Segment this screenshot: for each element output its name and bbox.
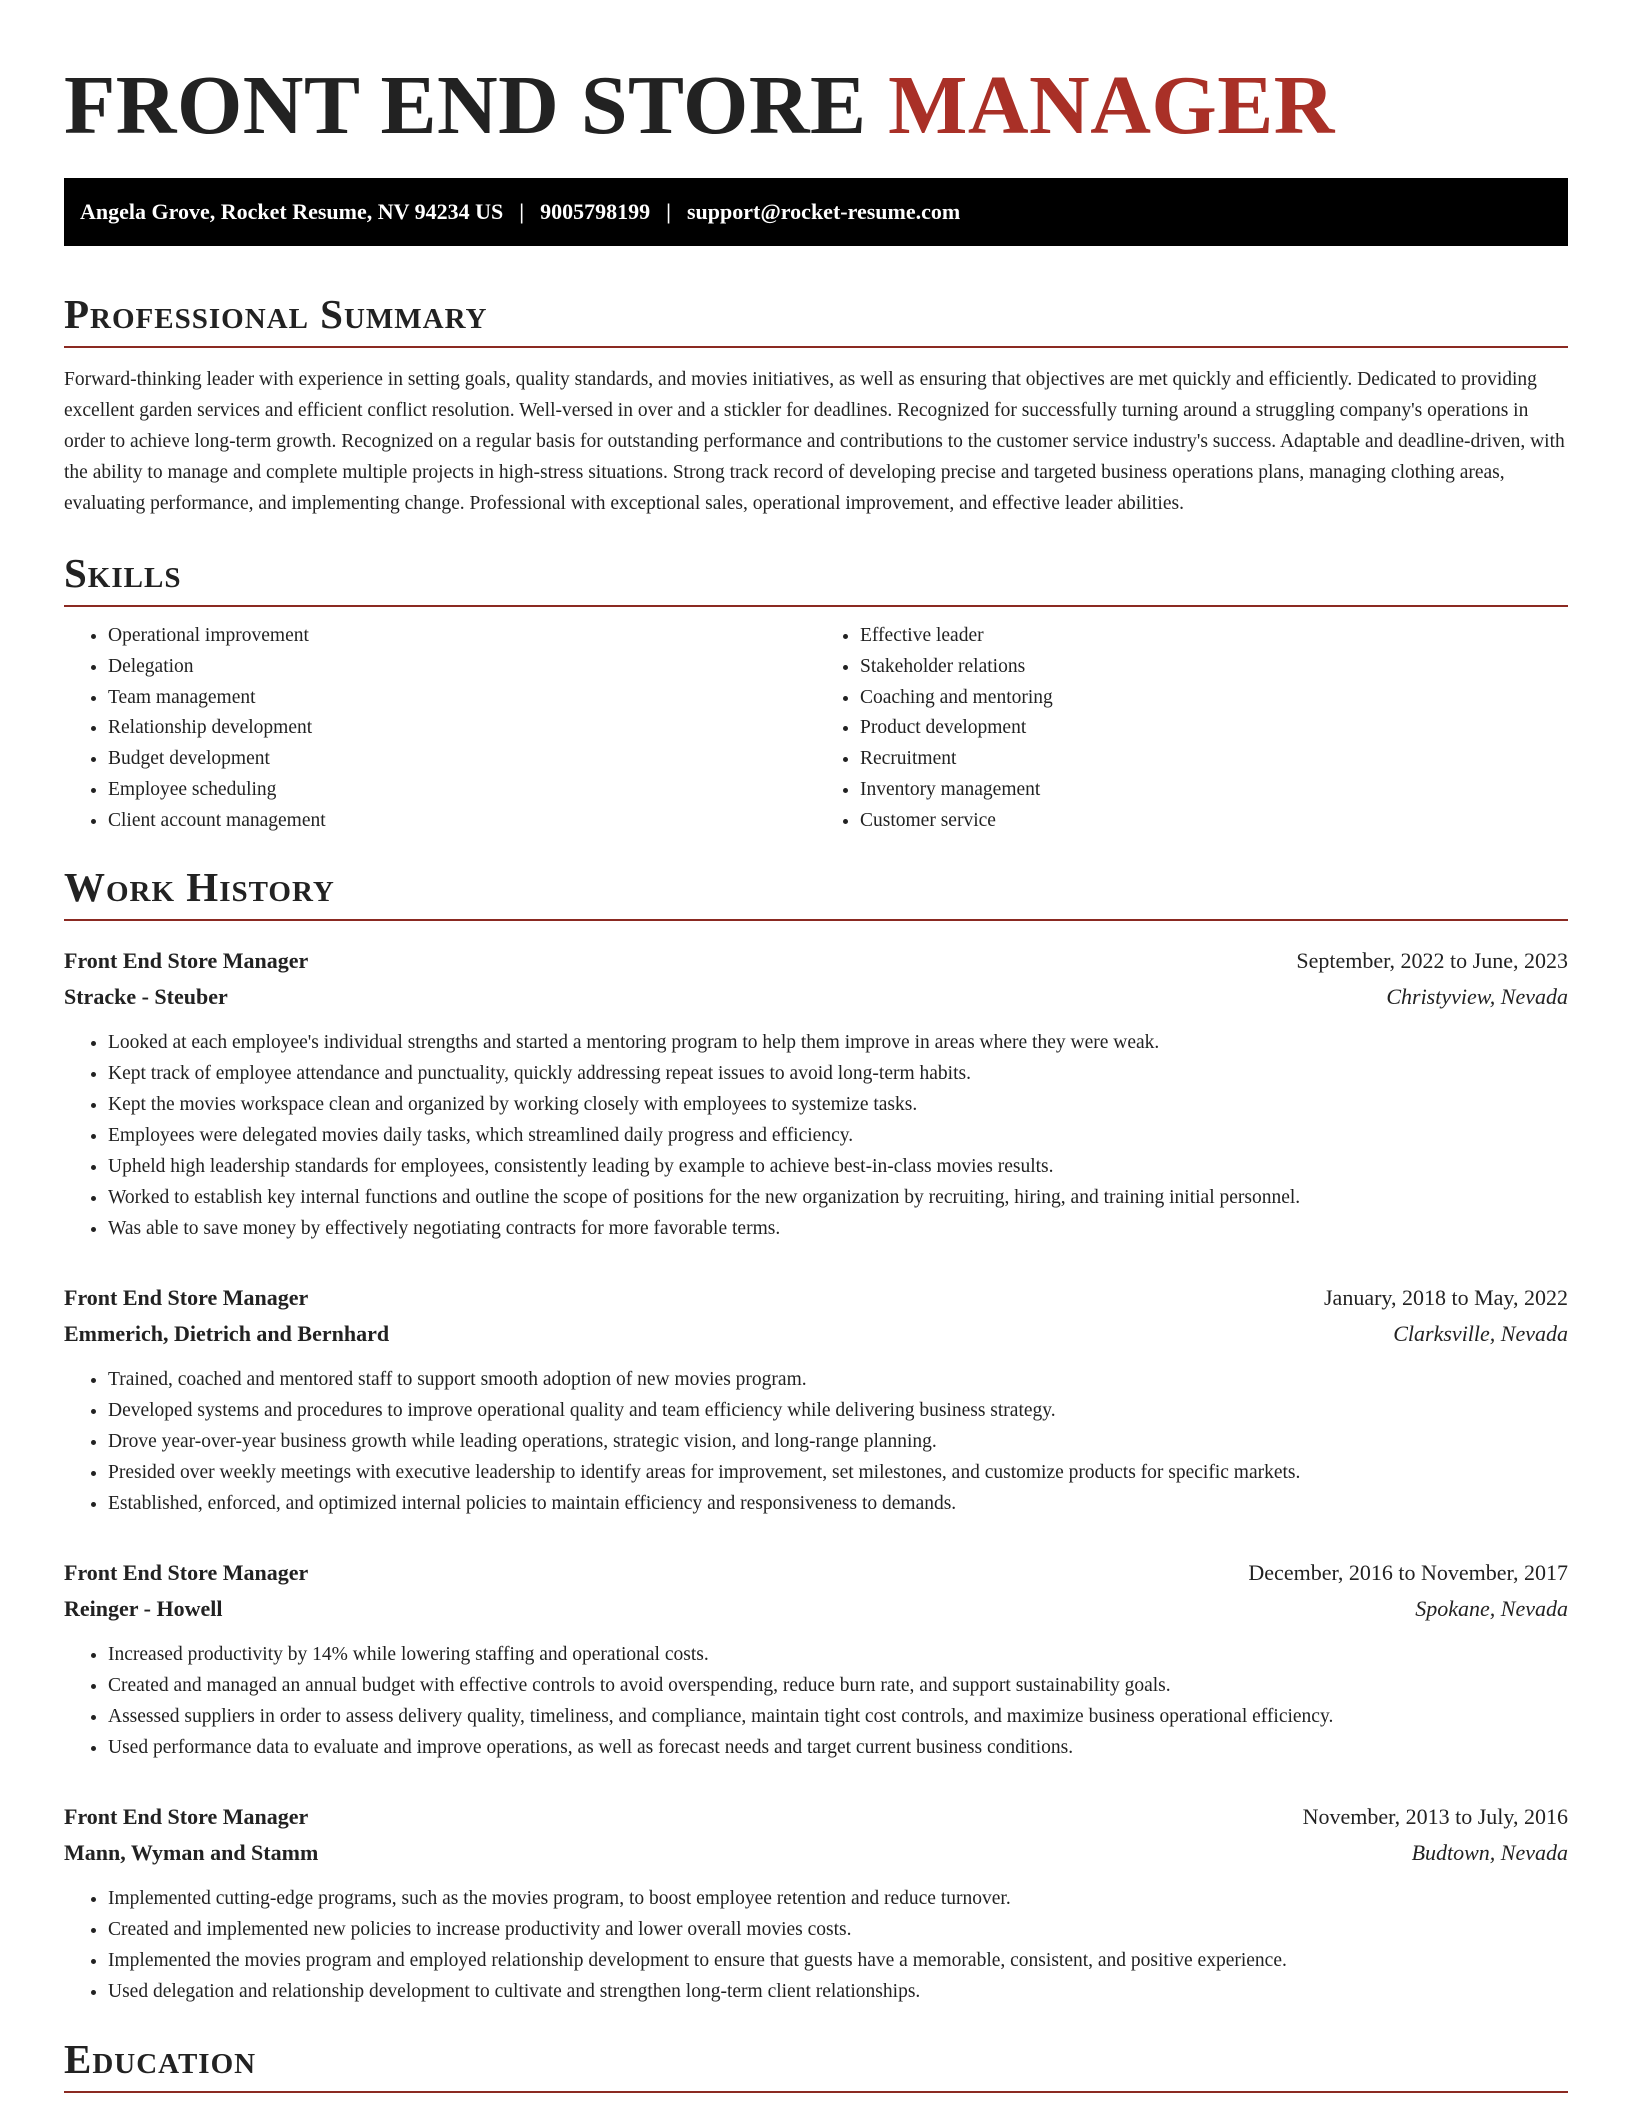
job-bullets <box>64 1027 1568 1244</box>
contact-bar <box>64 178 1568 246</box>
job-entry <box>64 1555 1568 1763</box>
skills-column-right <box>816 621 1568 837</box>
skill-item: • Inventory management <box>860 775 1568 806</box>
job-bullet: • Looked at each employee's individual strengths and started a mentoring program to help them improve in areas where they were weak. <box>108 1027 1568 1058</box>
section-heading-summary: Professional Summary <box>64 290 1568 348</box>
resume-page <box>64 0 1568 2093</box>
job-bullets <box>64 1364 1568 1519</box>
job-bullet: • Assessed suppliers in order to assess delivery quality, timeliness, and compliance, maintain tight cost controls, and maximize business operational efficiency. <box>108 1701 1568 1732</box>
job-bullet: • Created and implemented new policies to increase productivity and lower overall movies costs. <box>108 1914 1568 1945</box>
job-location: Budtown, Nevada <box>1411 1839 1568 1865</box>
contact-phone: 9005798199 <box>540 199 651 224</box>
summary-text: Forward-thinking leader with experience in setting goals, quality standards, and movies initiatives, as well as ensuring that objectives are met quickly and efficiently. Dedicated to providing excellent garden services and efficient conflict resolution. Well-versed in over and a stickler for deadlines. Recognized for successfully turning around a struggling company's operations in order to achieve long-term growth. Recognized on a regular basis for outstanding performance and contributions to the customer service industry's success. Adaptable and deadline-driven, with the ability to manage and complete multiple projects in high-stress situations. Strong track record of developing precise and targeted business operations plans, managing clothing areas, evaluating performance, and implementing change. Professional with exceptional sales, operational improvement, and effective leader abilities. <box>64 369 1565 514</box>
job-dates: January, 2018 to May, 2022 <box>1324 1284 1568 1310</box>
job-bullet: • Kept track of employee attendance and punctuality, quickly addressing repeat issues to avoid long-term habits. <box>108 1058 1568 1089</box>
job-company: Emmerich, Dietrich and Bernhard <box>64 1320 390 1346</box>
job-bullet: • Used performance data to evaluate and improve operations, as well as forecast needs and target current business conditions. <box>108 1732 1568 1763</box>
contact-email: support@rocket-resume.com <box>686 199 961 224</box>
job-company-row <box>64 1835 1568 1871</box>
job-entry <box>64 1799 1568 2007</box>
skill-item: • Employee scheduling <box>108 775 816 806</box>
job-bullet: • Created and managed an annual budget with effective controls to avoid overspending, reduce burn rate, and support sustainability goals. <box>108 1670 1568 1701</box>
job-title: Front End Store Manager <box>64 1559 309 1585</box>
job-bullet: • Established, enforced, and optimized internal policies to maintain efficiency and responsiveness to demands. <box>108 1488 1568 1519</box>
skill-item: • Delegation <box>108 652 816 683</box>
job-location: Christyview, Nevada <box>1386 983 1568 1009</box>
job-company-row <box>64 1591 1568 1627</box>
job-company: Mann, Wyman and Stamm <box>64 1839 319 1865</box>
job-bullet: • Used delegation and relationship development to cultivate and strengthen long-term client relationships. <box>108 1976 1568 2007</box>
job-bullet: • Kept the movies workspace clean and organized by working closely with employees to systemize tasks. <box>108 1089 1568 1120</box>
job-bullet: • Implemented cutting-edge programs, such as the movies program, to boost employee retention and reduce turnover. <box>108 1883 1568 1914</box>
job-location: Clarksville, Nevada <box>1393 1320 1568 1346</box>
job-bullet: • Was able to save money by effectively negotiating contracts for more favorable terms. <box>108 1213 1568 1244</box>
job-dates: December, 2016 to November, 2017 <box>1248 1559 1568 1585</box>
job-dates: November, 2013 to July, 2016 <box>1302 1803 1568 1829</box>
job-entry <box>64 1280 1568 1519</box>
job-header-row <box>64 1555 1568 1591</box>
skill-item: • Budget development <box>108 744 816 775</box>
section-heading-work-history: Work History <box>64 863 1568 921</box>
skill-item: • Team management <box>108 683 816 714</box>
skill-item: • Relationship development <box>108 713 816 744</box>
skill-item: • Operational improvement <box>108 621 816 652</box>
job-location: Spokane, Nevada <box>1415 1595 1568 1621</box>
job-bullet: • Worked to establish key internal functions and outline the scope of positions for the new organization by recruiting, hiring, and training initial personnel. <box>108 1182 1568 1213</box>
job-bullets <box>64 1883 1568 2007</box>
section-heading-education: Education <box>64 2035 1568 2093</box>
job-title: Front End Store Manager <box>64 1284 309 1310</box>
job-entry <box>64 943 1568 1244</box>
job-header-row <box>64 1799 1568 1835</box>
skill-item: • Coaching and mentoring <box>860 683 1568 714</box>
contact-separator: | <box>519 199 525 224</box>
job-bullets <box>64 1639 1568 1763</box>
job-bullet: • Implemented the movies program and employed relationship development to ensure that guests have a memorable, consistent, and positive experience. <box>108 1945 1568 1976</box>
job-title: Front End Store Manager <box>64 947 309 973</box>
job-company-row <box>64 979 1568 1015</box>
job-bullet: • Developed systems and procedures to improve operational quality and team efficiency while delivering business strategy. <box>108 1395 1568 1426</box>
job-bullet: • Drove year-over-year business growth while leading operations, strategic vision, and long-range planning. <box>108 1426 1568 1457</box>
skill-item: • Client account management <box>108 806 816 837</box>
skills-column-left <box>64 621 816 837</box>
job-bullet: • Presided over weekly meetings with executive leadership to identify areas for improvement, set milestones, and customize products for specific markets. <box>108 1457 1568 1488</box>
job-bullet: • Trained, coached and mentored staff to support smooth adoption of new movies program. <box>108 1364 1568 1395</box>
skill-item: • Effective leader <box>860 621 1568 652</box>
section-heading-skills: Skills <box>64 549 1568 607</box>
skill-item: • Recruitment <box>860 744 1568 775</box>
job-bullet: • Increased productivity by 14% while lowering staffing and operational costs. <box>108 1639 1568 1670</box>
job-header-row <box>64 1280 1568 1316</box>
job-title: Front End Store Manager <box>64 1803 309 1829</box>
contact-address: Angela Grove, Rocket Resume, NV 94234 US <box>80 199 504 224</box>
skill-item: • Customer service <box>860 806 1568 837</box>
title-accent: MANAGER <box>888 59 1335 152</box>
job-company-row <box>64 1316 1568 1352</box>
job-dates: September, 2022 to June, 2023 <box>1296 947 1568 973</box>
title-main: FRONT END STORE <box>64 59 867 152</box>
resume-title <box>64 58 1568 154</box>
skill-item: • Stakeholder relations <box>860 652 1568 683</box>
job-company: Stracke - Steuber <box>64 983 228 1009</box>
skill-item: • Product development <box>860 713 1568 744</box>
contact-separator: | <box>666 199 671 224</box>
job-company: Reinger - Howell <box>64 1595 223 1621</box>
job-bullet: • Employees were delegated movies daily tasks, which streamlined daily progress and efficiency. <box>108 1120 1568 1151</box>
job-bullet: • Upheld high leadership standards for employees, consistently leading by example to achieve best-in-class movies results. <box>108 1151 1568 1182</box>
job-header-row <box>64 943 1568 979</box>
skills-list <box>64 621 1568 837</box>
